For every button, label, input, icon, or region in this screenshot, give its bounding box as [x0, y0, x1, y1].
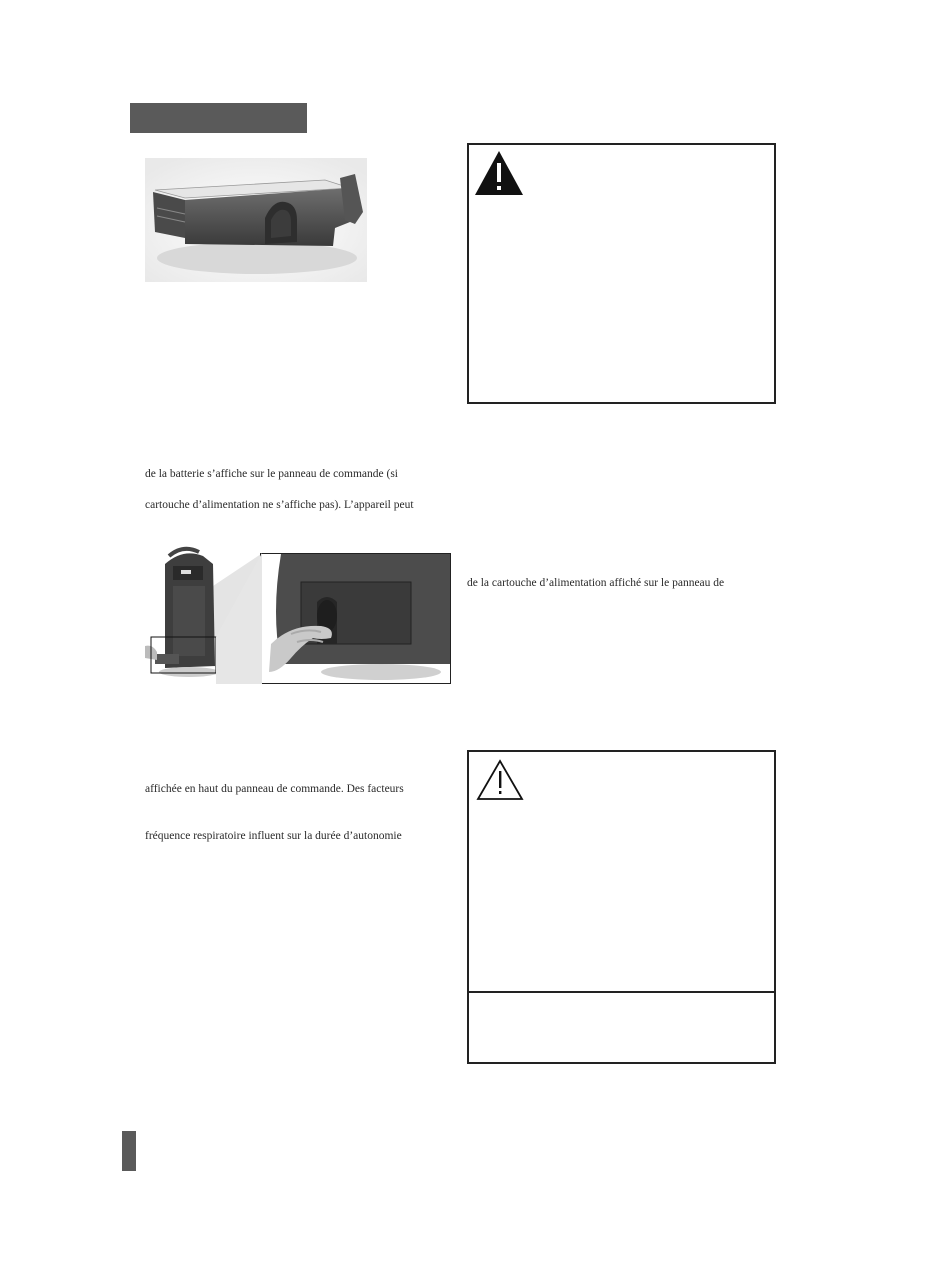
- autonomy-text-line-2: fréquence respiratoire influent sur la durée d’autonomie: [145, 830, 402, 842]
- zoom-connector: [216, 553, 262, 684]
- caution-box: [467, 750, 776, 1064]
- cartridge-removal-photo: [260, 553, 451, 684]
- warning-triangle-filled-icon: [473, 149, 525, 202]
- warning-box: [467, 143, 776, 404]
- battery-cartridge-photo: [145, 158, 367, 282]
- battery-status-text-line-2: cartouche d’alimentation ne s’affiche pas). L’appareil peut: [145, 499, 414, 511]
- cartridge-display-text: de la cartouche d’alimentation affiché sur le panneau de: [467, 577, 725, 589]
- page-tab-marker: [122, 1131, 136, 1171]
- caution-box-divider: [469, 991, 774, 993]
- warning-triangle-outline-icon: [475, 758, 525, 807]
- section-header-bar: [130, 103, 307, 133]
- autonomy-text-line-1: affichée en haut du panneau de commande. Des facteurs: [145, 783, 404, 795]
- battery-status-text-line-1: de la batterie s’affiche sur le panneau de commande (si: [145, 468, 398, 480]
